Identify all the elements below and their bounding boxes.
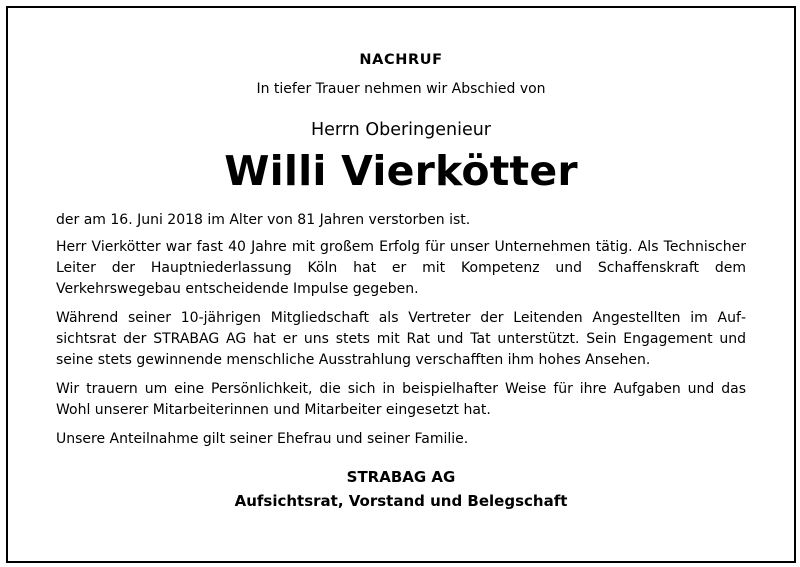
deceased-name: Willi Vierkötter <box>224 147 578 195</box>
obituary-content <box>56 8 746 512</box>
paragraph-career: Herr Vierkötter war fast 40 Jahre mit großem Erfolg für unser Unternehmen tätig. Als Technischer Leiter der Hauptniederlassung Köln hat er mit Kompetenz und Schaffenskraft dem Verkehrswegebau entscheidende Impulse gegeben. <box>56 239 746 297</box>
obituary-frame <box>6 6 796 563</box>
paragraph-condolences: Unsere Anteilnahme gilt seiner Ehefrau und seiner Familie. <box>56 431 469 447</box>
intro-text: In tiefer Trauer nehmen wir Abschied von <box>256 81 546 97</box>
paragraph-supervisory-board: Während seiner 10-jährigen Mitgliedschaft als Vertreter der Leitenden Angestellten im Aufsichtsrat der STRABAG AG hat er uns stets mit Rat und Tat unterstützt. Sein Engagement und seine stets gewinnende menschliche Ausstrahlung verschafften ihm hohes Ansehen. <box>56 310 746 368</box>
notice-heading: NACHRUF <box>359 52 443 68</box>
honorific-title: Herrn Oberingenieur <box>310 120 492 140</box>
signature-company: STRABAG AG <box>346 468 456 486</box>
paragraph-mourning: Wir trauern um eine Persönlichkeit, die sich in beispielhafter Weise für ihre Aufgaben und das Wohl unserer Mitarbeiterinnen und Mitarbeiter eingesetzt hat. <box>56 381 746 418</box>
signature-groups: Aufsichtsrat, Vorstand und Belegschaft <box>234 492 568 510</box>
paragraph-death-date: der am 16. Juni 2018 im Alter von 81 Jahren verstorben ist. <box>56 212 471 228</box>
